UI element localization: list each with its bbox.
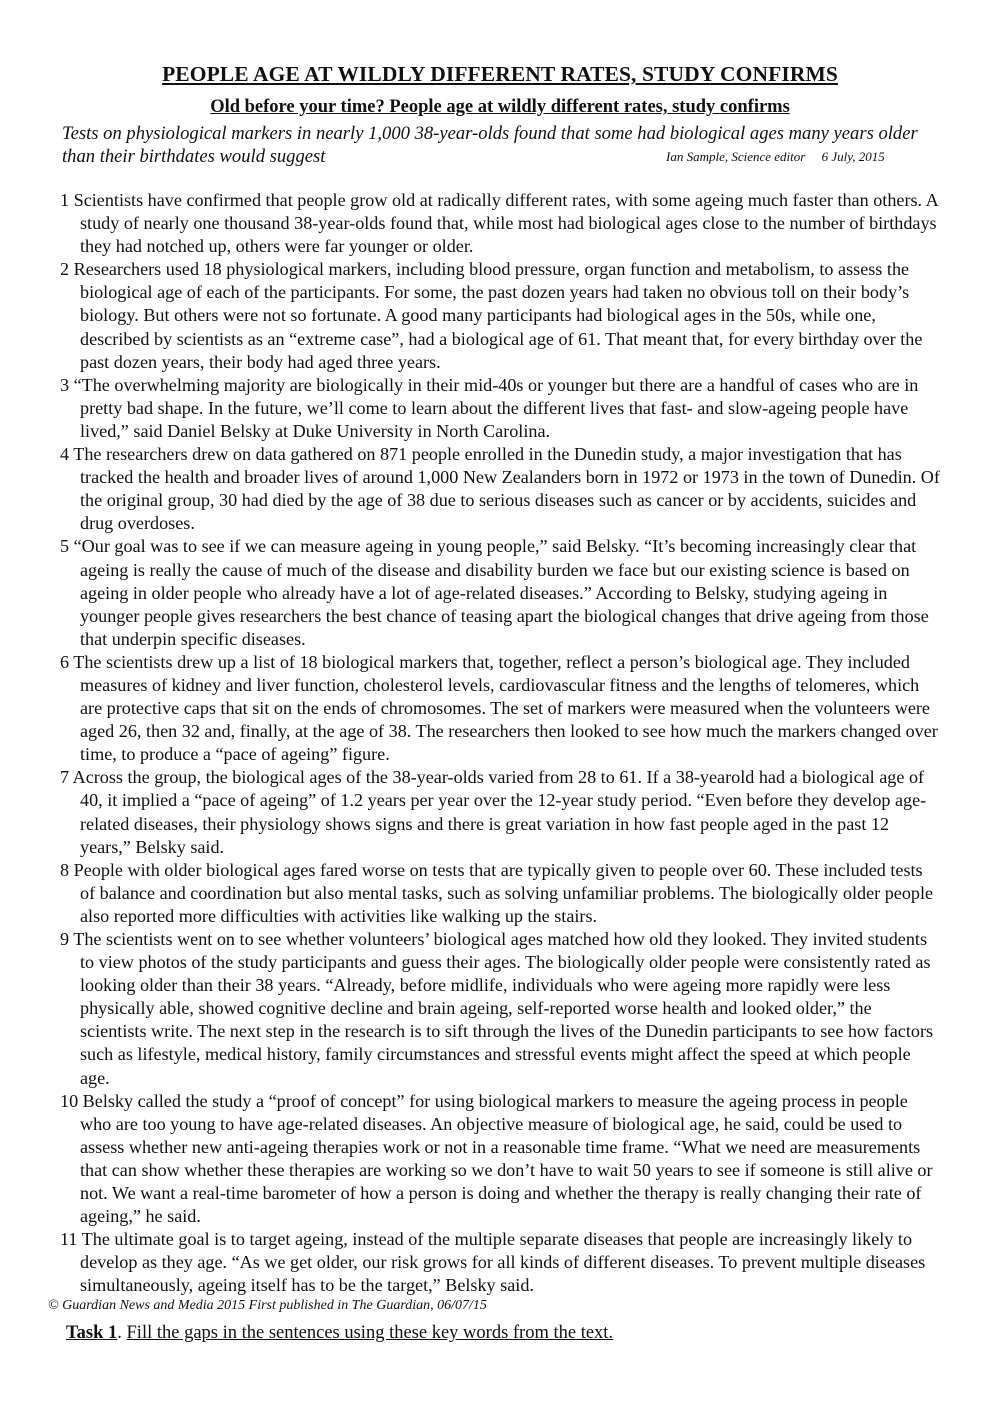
paragraph-4: 4 The researchers drew on data gathered on 871 people enrolled in the Dunedin study, a major investigation that has tracked the health and broader lives of around 1,000 New Zealanders born in 1972 or 1973 in the town of Dunedin. Of the original group, 30 had died by the age of 38 due to serious diseases such as cancer or by accidents, suicides and drug overdoses. xyxy=(60,444,940,534)
paragraph-7: 7 Across the group, the biological ages of the 38-year-olds varied from 28 to 61. If a 38-yearold had a biological age of 40, it implied a “pace of ageing” of 1.2 years per year over the 12-year study period. “Even before they develop age-related diseases, their physiology shows signs and there is great variation in how fast people aged in the past 12 years,” Belsky said. xyxy=(60,767,927,857)
task-text: Fill the gaps in the sentences using these key words from the text. xyxy=(126,1323,614,1343)
article-standfirst: Tests on physiological markers in nearly 1,000 38-year-olds found that some had biological ages many years older than their birthdates would suggest xyxy=(62,123,918,167)
task-separator: . xyxy=(117,1323,122,1343)
task-instruction xyxy=(66,1323,613,1344)
paragraph-6: 6 The scientists drew up a list of 18 biological markers that, together, reflect a person’s biological age. They included measures of kidney and liver function, cholesterol levels, cardiovascular fitness and the lengths of telomeres, which are protective caps that sit on the ends of chromosomes. The set of markers were measured when the volunteers were aged 26, then 32 and, finally, at the age of 38. The researchers then looked to see how much the markers changed over time, to produce a “pace of ageing” figure. xyxy=(60,651,938,765)
paragraph-8: 8 People with older biological ages fared worse on tests that are typically given to people over 60. These included tests of balance and coordination but also mental tasks, such as solving unfamiliar problems. The biologically older people also reported more difficulties with activities like walking up the stairs. xyxy=(60,859,934,926)
paragraph-11: 11 The ultimate goal is to target ageing, instead of the multiple separate diseases that people are increasingly likely to develop as they age. “As we get older, our risk grows for all kinds of different diseases. To prevent multiple diseases simultaneously, ageing itself has to be the target,” Belsky said. xyxy=(60,1229,926,1296)
paragraph-10: 10 Belsky called the study a “proof of concept” for using biological markers to measure the ageing process in people who are too young to have age-related diseases. An objective measure of biological age, he said, could be used to assess whether new anti-ageing therapies work or not in a reasonable time frame. “What we need are measurements that can show whether these therapies are working so we don’t have to wait 50 years to see if someone is still alive or not. We want a real-time barometer of how a person is doing and whether the therapy is really changing their rate of ageing,” he said. xyxy=(60,1090,933,1227)
paragraph-5: 5 “Our goal was to see if we can measure ageing in young people,” said Belsky. “It’s becoming increasingly clear that ageing is really the cause of much of the disease and disability burden we face but our existing science is based on ageing in older people who already have a lot of age-related diseases.” According to Belsky, studying ageing in younger people gives researchers the best chance of teasing apart the biological changes that drive ageing from those that underpin specific diseases. xyxy=(60,536,929,649)
paragraph-2: 2 Researchers used 18 physiological markers, including blood pressure, organ function and metabolism, to assess the biological age of each of the participants. For some, the past dozen years had taken no obvious toll on their body’s biology. But others were not so fortunate. A good many participants had biological ages in the 50s, while one, described by scientists as an “extreme case”, had a biological age of 61. That meant that, for every birthday over the past dozen years, their body had aged three years. xyxy=(60,259,923,372)
copyright-notice: © Guardian News and Media 2015 First published in The Guardian, 06/07/15 xyxy=(48,1298,487,1313)
article-subtitle: Old before your time? People age at wildly different rates, study confirms xyxy=(210,97,790,117)
paragraph-9: 9 The scientists went on to see whether volunteers’ biological ages matched how old they looked. They invited students to view photos of the study participants and guess their ages. The biologically older people were consistently rated as looking older than their 38 years. “Already, before midlife, individuals who were ageing more rapidly were less physically able, showed cognitive decline and brain ageing, self-reported worse health and looked older,” the scientists write. The next step in the research is to sift through the lives of the Dunedin participants to see how factors such as lifestyle, medical history, family circumstances and stressful events might affect the speed at which people age. xyxy=(60,929,934,1088)
article-body xyxy=(60,189,940,1298)
task-label: Task 1 xyxy=(66,1323,118,1343)
paragraph-3: 3 “The overwhelming majority are biologically in their mid-40s or younger but there are a handful of cases who are in pretty bad shape. In the future, we’ll come to learn about the different lives that fast- and slow-ageing people have lived,” said Daniel Belsky at Duke University in North Carolina. xyxy=(60,374,919,441)
paragraph-1: 1 Scientists have confirmed that people grow old at radically different rates, with some ageing much faster than others. A study of nearly one thousand 38-year-olds found that, while most had biological ages close to the number of birthdays they had notched up, others were far younger or older. xyxy=(60,190,938,257)
page-title: PEOPLE AGE AT WILDLY DIFFERENT RATES, STUDY CONFIRMS xyxy=(162,62,838,86)
article-byline: Ian Sample, Science editor 6 July, 2015 xyxy=(666,149,885,164)
